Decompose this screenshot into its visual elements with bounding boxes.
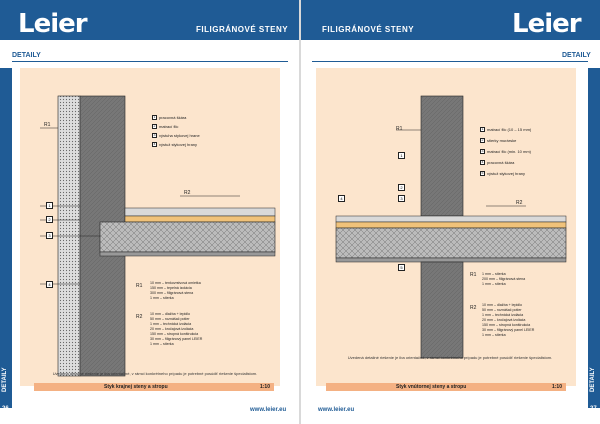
label-r2-right: R2 — [516, 200, 523, 206]
marker-1-left: 1 — [46, 202, 53, 209]
page-spine — [299, 0, 301, 424]
legend-text: výstuž stykovej hrany — [487, 171, 526, 176]
layer-line: 1 mm – technická izolácia — [150, 322, 192, 326]
legend-item — [152, 124, 178, 129]
r1-layers-right — [482, 272, 525, 287]
layer-line: 300 mm – filigránová stena — [150, 291, 194, 295]
caption-right: Uvedená detailné riešenie je iba orientačné, v rámci konkrétneho prípadu je potrebné posúdiť riešenie špecialistom. — [347, 355, 553, 360]
legend-item — [152, 142, 197, 147]
side-tab-label-right: DETAILY — [590, 367, 596, 392]
page-number-right: 27 — [590, 406, 597, 412]
page-number-left: 26 — [2, 406, 9, 412]
side-tab-right — [588, 68, 600, 408]
footer-scale-right: 1:10 — [551, 384, 562, 390]
right-slab — [336, 216, 566, 262]
marker-1-right: 1 — [398, 152, 405, 159]
legend-number: 5 — [481, 171, 484, 175]
legend-number: 2 — [153, 124, 156, 128]
legend-text: výstuha stykovej hrane — [159, 133, 200, 138]
label-r1-right: R1 — [396, 126, 403, 132]
legend-text: pracovná škára — [159, 115, 187, 120]
legend-item — [152, 115, 186, 120]
legend-item — [480, 171, 525, 176]
right-detail-drawing — [316, 68, 576, 386]
layer-line: 1 mm – stierka — [482, 333, 506, 337]
footer-scale-left: 1:10 — [259, 384, 270, 390]
side-tab-label-left: DETAILY — [2, 367, 8, 392]
right-wall-lower — [421, 262, 463, 358]
website-link-right[interactable]: www.leier.eu — [318, 407, 355, 413]
caption-left: Uvedená detailné riešenie je iba orientačné, v rámci konkrétneho prípadu je potrebné posúdiť riešenie špecialistom. — [52, 371, 258, 376]
label-r2-layers-left: R2 — [136, 314, 143, 320]
layer-line: 150 mm – tepelná izolácia — [150, 286, 192, 290]
website-link-left[interactable]: www.leier.eu — [250, 407, 287, 413]
legend-number: 1 — [481, 127, 484, 131]
legend-number: 3 — [153, 133, 156, 137]
layer-line: 20 mm – kročajová izolácia — [150, 327, 194, 331]
layer-line: 30 mm – filigránový panel LEIER — [482, 328, 535, 332]
marker-4-left: 4 — [46, 281, 53, 288]
brand-logo-left: Leier — [18, 9, 87, 39]
label-r1-layers-right: R1 — [470, 272, 477, 278]
label-r2-left: R2 — [184, 190, 191, 196]
legend-item — [152, 133, 200, 138]
legend-text: pracovná škára — [487, 160, 515, 165]
footer-title-right: Styk vnútornej steny a stropu — [396, 384, 467, 390]
label-r1-left: R1 — [44, 122, 51, 128]
legend-number: 3 — [481, 149, 484, 153]
r1-layers-left — [150, 281, 201, 301]
legend-text: stierky murárske — [487, 138, 517, 143]
layer-line: 200 mm – filigránová stena — [482, 277, 526, 281]
left-slab — [100, 208, 275, 256]
marker-2-left: 2 — [46, 216, 53, 223]
legend-number: 4 — [153, 142, 156, 146]
layer-line: 1 mm – stierka — [150, 342, 174, 346]
marker-2-right: 2 — [398, 184, 405, 191]
layer-line: 1 mm – stierka — [482, 272, 506, 276]
legend-text: matrací filc (min. 10 mm) — [487, 149, 532, 154]
section-rule-right — [312, 61, 588, 62]
layer-line: 1 mm – stierka — [482, 282, 506, 286]
layer-line: 150 mm – stropná konštrukcia — [150, 332, 199, 336]
section-rule-left — [12, 61, 288, 62]
r2-layers-left — [150, 312, 202, 347]
legend-item — [480, 149, 531, 154]
marker-3-left: 3 — [46, 232, 53, 239]
r2-layers-right — [482, 303, 534, 338]
brand-logo-right: Leier — [512, 9, 581, 39]
marker-5-right: 5 — [398, 264, 405, 271]
page-title-right: FILIGRÁNOVÉ STENY — [322, 25, 415, 34]
label-r1-layers-left: R1 — [136, 283, 143, 289]
footer-bar-left — [34, 383, 274, 391]
legend-item — [480, 160, 514, 165]
legend-text: matrací filc — [159, 124, 179, 129]
layer-line: 10 mm – dlažba + lepidlo — [150, 312, 191, 316]
layer-line: 150 mm – stropná konštrukcia — [482, 323, 531, 327]
side-tab-left — [0, 68, 12, 408]
layer-line: 20 mm – kročajová izolácia — [482, 318, 526, 322]
layer-line: 10 mm – dlažba + lepidlo — [482, 303, 523, 307]
legend-number: 2 — [481, 138, 484, 142]
marker-3-right: 3 — [398, 195, 405, 202]
marker-4-right: 4 — [338, 195, 345, 202]
layer-line: 10 mm – tenkovrstvová omietka — [150, 281, 201, 285]
legend-text: matrací filc (10 – 15 mm) — [487, 127, 532, 132]
section-title-left: DETAILY — [12, 52, 41, 59]
legend-number: 1 — [153, 115, 156, 119]
layer-line: 1 mm – technická izolácia — [482, 313, 524, 317]
legend-text: výstuž stykovej hrany — [159, 142, 198, 147]
page-title-left: FILIGRÁNOVÉ STENY — [196, 25, 289, 34]
right-wall-upper — [421, 96, 463, 216]
layer-line: 1 mm – stierka — [150, 296, 174, 300]
layer-line: 50 mm – roznášač potier — [150, 317, 190, 321]
legend-item — [480, 127, 531, 132]
layer-line: 50 mm – roznášač potier — [482, 308, 522, 312]
label-r2-layers-right: R2 — [470, 305, 477, 311]
section-title-right: DETAILY — [562, 52, 591, 59]
legend-number: 4 — [481, 160, 484, 164]
legend-item — [480, 138, 516, 143]
footer-bar-right — [326, 383, 566, 391]
layer-line: 30 mm – filigránový panel LEIER — [150, 337, 203, 341]
footer-title-left: Styk krajnej steny a stropu — [104, 384, 168, 390]
